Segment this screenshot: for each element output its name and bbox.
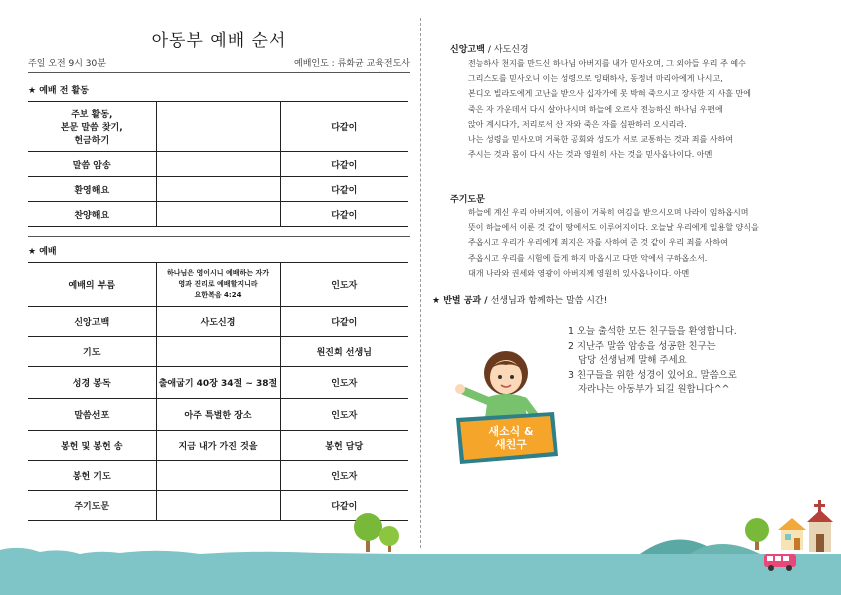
class-lesson-title: ★ 반별 공과 / bbox=[432, 296, 488, 306]
creed-line: 죽은 자 가운데서 다시 살아나시며 하늘에 오르사 전능하신 하나님 우편에 bbox=[468, 104, 723, 114]
table-row bbox=[28, 152, 408, 177]
who-cell: 인도자 bbox=[280, 399, 408, 431]
content-cell: 아주 특별한 장소 bbox=[156, 399, 280, 431]
content-cell bbox=[156, 491, 280, 521]
item-cell: 말씀선포 bbox=[28, 399, 156, 431]
item-cell: 주기도문 bbox=[28, 491, 156, 521]
content-cell: 출애굽기 40장 34절 ~ 38절 bbox=[156, 367, 280, 399]
ground-decoration bbox=[0, 520, 841, 595]
item-cell: 봉헌 및 봉헌 송 bbox=[28, 431, 156, 461]
worship-heading: ★ 예배 bbox=[28, 247, 57, 257]
table-row bbox=[28, 177, 408, 202]
creed-line: 나는 성령을 믿사오며 거룩한 공회와 성도가 서로 교통하는 것과 죄를 사하여 bbox=[468, 135, 733, 145]
badge-line: 새소식 & bbox=[488, 425, 534, 438]
call-verse-line: 하나님은 영이시니 예배하는 자가 bbox=[167, 269, 269, 277]
creed-line: 그리스도를 믿사오니 이는 성령으로 잉태하사, 동정녀 마리아에게 나시고, bbox=[468, 74, 723, 84]
worship-table bbox=[28, 262, 408, 521]
service-time: 주일 오전 9시 30분 bbox=[28, 59, 106, 69]
content-cell bbox=[156, 263, 280, 307]
class-lesson-subtitle: 선생님과 함께하는 말씀 시간! bbox=[490, 296, 608, 306]
lords-prayer-heading: 주기도문 bbox=[450, 195, 485, 205]
list-item: 1 오늘 출석한 모든 친구들을 환영합니다. bbox=[568, 326, 737, 337]
creed-line: 앉아 계시다가, 저리로서 산 자와 죽은 자를 심판하러 오시리라. bbox=[468, 119, 687, 129]
list-item: 담당 선생님께 말해 주세요 bbox=[578, 355, 687, 366]
who-cell: 다같이 bbox=[280, 177, 408, 202]
content-cell bbox=[156, 102, 280, 152]
prayer-line: 하늘에 계신 우리 아버지여, 이름이 거룩히 여김을 받으시오며 나라이 임하옵시며 bbox=[468, 208, 749, 217]
content-cell: 사도신경 bbox=[156, 307, 280, 337]
prayer-line: 뜻이 하늘에서 이룬 것 같이 땅에서도 이루어지이다. 오늘날 우리에게 일용할 양식을 bbox=[468, 223, 759, 233]
badge-text bbox=[466, 425, 556, 451]
section-rule bbox=[28, 236, 410, 237]
prayer-line: 대개 나라와 권세와 영광이 아버지께 영원히 있사옵나이다. 아멘 bbox=[468, 268, 690, 278]
prayer-line: 주옵시고 우리를 시험에 들게 하지 마옵시고 다만 악에서 구하옵소서. bbox=[468, 253, 708, 263]
content-cell bbox=[156, 461, 280, 491]
who-cell: 원진희 선생님 bbox=[280, 337, 408, 367]
call-verse-line: 영과 진리로 예배할지니라 bbox=[178, 280, 258, 288]
item-cell: 봉헌 기도 bbox=[28, 461, 156, 491]
service-leader: 예배인도 : 류화균 교육전도사 bbox=[294, 59, 410, 69]
list-item: 3 친구들을 위한 성경이 있어요. 말씀으로 bbox=[568, 369, 737, 381]
who-cell: 인도자 bbox=[280, 367, 408, 399]
table-row bbox=[28, 102, 408, 152]
tree-icon bbox=[350, 510, 405, 555]
who-cell: 인도자 bbox=[280, 263, 408, 307]
creed-line: 주시는 것과 몸이 다시 사는 것과 영원히 사는 것을 믿사옵나이다. 아멘 bbox=[468, 150, 713, 160]
who-cell: 다같이 bbox=[280, 491, 408, 521]
tree-icon bbox=[742, 516, 772, 551]
content-cell: 지금 내가 가진 것을 bbox=[156, 431, 280, 461]
creed-title: 신앙고백 bbox=[450, 45, 485, 55]
table-row bbox=[28, 367, 408, 399]
badge-line: 새친구 bbox=[495, 438, 527, 451]
pre-activity-table bbox=[28, 101, 408, 227]
bus-icon bbox=[762, 552, 798, 572]
page-title: 아동부 예배 순서 bbox=[151, 31, 287, 51]
fold-divider bbox=[420, 18, 421, 548]
content-cell bbox=[156, 152, 280, 177]
item-cell: 성경 봉독 bbox=[28, 367, 156, 399]
content-cell bbox=[156, 202, 280, 227]
who-cell: 다같이 bbox=[280, 202, 408, 227]
who-cell: 봉헌 담당 bbox=[280, 431, 408, 461]
item-cell: 찬양해요 bbox=[28, 202, 156, 227]
table-row bbox=[28, 431, 408, 461]
item-line: 헌금하기 bbox=[74, 136, 110, 146]
item-line: 본문 말씀 찾기, bbox=[60, 123, 123, 133]
table-row bbox=[28, 461, 408, 491]
item-cell: 환영해요 bbox=[28, 177, 156, 202]
prayer-line: 주옵시고 우리가 우리에게 죄지은 자를 사하여 준 것 같이 우리 죄를 사하여 bbox=[468, 238, 728, 248]
church-icon bbox=[803, 500, 837, 552]
item-cell: 예배의 부름 bbox=[28, 263, 156, 307]
creed-line: 전능하사 천지를 만드신 하나님 아버지를 내가 믿사오며, 그 외아들 우리 주 예수 bbox=[468, 59, 746, 68]
class-lesson-heading bbox=[432, 293, 607, 306]
creed-heading bbox=[450, 42, 529, 55]
item-cell bbox=[28, 102, 156, 152]
pre-activity-heading: ★ 예배 전 활동 bbox=[28, 86, 89, 96]
who-cell: 다같이 bbox=[280, 102, 408, 152]
header-rule bbox=[28, 72, 410, 73]
table-row bbox=[28, 263, 408, 307]
list-item: 2 지난주 말씀 암송을 성공한 친구는 bbox=[568, 340, 716, 352]
call-verse-ref: 요한복음 4:24 bbox=[194, 291, 242, 299]
creed-subtitle: / 사도신경 bbox=[487, 45, 529, 55]
list-item: 자라나는 아동부가 되길 원합니다^^ bbox=[578, 384, 730, 395]
content-cell bbox=[156, 177, 280, 202]
table-row bbox=[28, 337, 408, 367]
item-line: 주보 활동, bbox=[71, 110, 113, 120]
item-cell: 신앙고백 bbox=[28, 307, 156, 337]
table-row bbox=[28, 202, 408, 227]
table-row bbox=[28, 399, 408, 431]
item-cell: 말씀 암송 bbox=[28, 152, 156, 177]
announcement-list bbox=[568, 325, 737, 398]
lords-prayer-text bbox=[468, 205, 828, 281]
apostles-creed-text bbox=[468, 56, 828, 162]
who-cell: 다같이 bbox=[280, 152, 408, 177]
table-row bbox=[28, 307, 408, 337]
creed-line: 본디오 빌라도에게 고난을 받으사 십자가에 못 박혀 죽으시고 장사한 지 사흘 만에 bbox=[468, 89, 751, 99]
who-cell: 인도자 bbox=[280, 461, 408, 491]
content-cell bbox=[156, 337, 280, 367]
who-cell: 다같이 bbox=[280, 307, 408, 337]
item-cell: 기도 bbox=[28, 337, 156, 367]
